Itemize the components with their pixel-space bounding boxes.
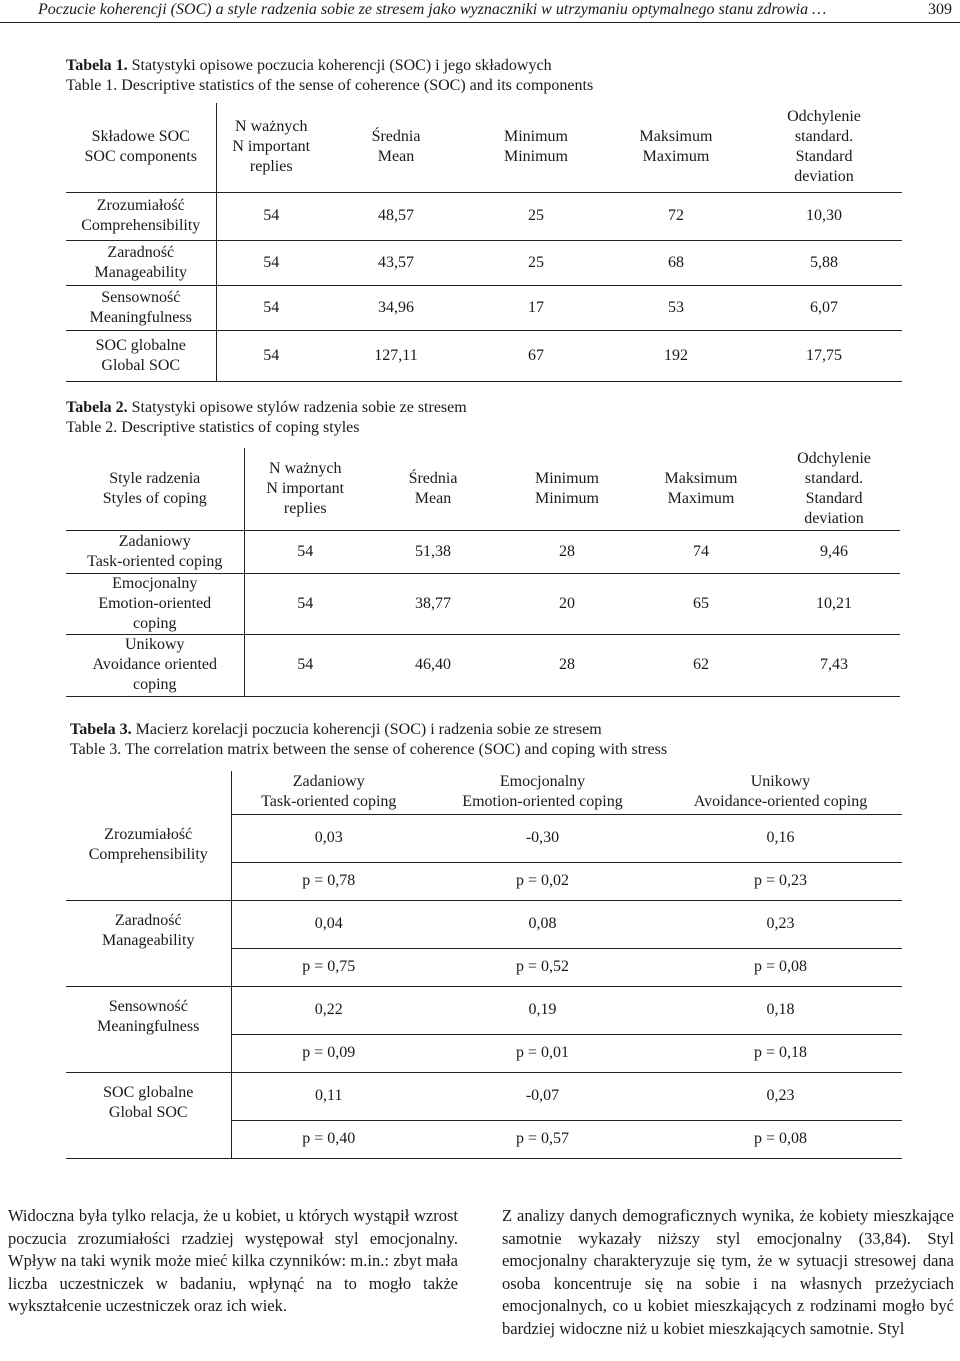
row-label-line: Unikowy [124,636,185,653]
table1-header-cell-line: N important [232,138,311,156]
row-label-line: coping [132,614,177,632]
correlation-cell: 0,04 [231,900,426,948]
row-label-line: Sensowność [108,998,188,1015]
table1-header-cell-line: Minimum [503,148,568,166]
table-cell: 9,46 [768,530,900,573]
table3-header-cell [659,771,902,814]
table2-caption-en: Table 2. Descriptive statistics of coping styles [66,419,360,436]
table-cell: 54 [244,634,366,696]
correlation-cell: -0,30 [426,814,659,862]
p-value-cell: p = 0,08 [659,948,902,986]
table3 [66,771,902,1159]
table2-header-cell-line: N ważnych [269,459,342,477]
table1-header-cell [606,103,746,192]
row-label-line: Comprehensibility [88,845,208,863]
table-cell: 53 [606,285,746,330]
table3-corner-cell [66,771,231,814]
p-value-cell: p = 0,78 [231,862,426,900]
table-cell: 10,21 [768,573,900,634]
table2-header-cell-line: Minimum [534,469,599,487]
p-value-cell: p = 0,08 [659,1120,902,1158]
table1-header-cell [66,103,216,192]
body-text-right: Z analizy danych demograficznych wynika, że kobiety mieszkające samotnie wykazały niższy styl emocjonalny (33,84). Styl emocjonalny charakteryzuje się tym, że w sytuacji stresowej dana osoba koncentruje się na sobie i na własnych przeżyciach emocjonalnych, co u kobiet mieszkających z rodzinami mogło być bardziej widoczne niż u kobiet mieszkających samotnie. Styl [502,1206,954,1338]
table-cell: 28 [500,634,634,696]
row-label-line: Zrozumiałość [96,197,185,214]
row-label-line: Global SOC [101,356,181,374]
row-label-line: Global SOC [108,1104,188,1121]
row-label-line: coping [132,676,177,693]
table2-header-cell [768,448,900,530]
table-cell: 25 [466,240,606,285]
table3-header-cell-line: Avoidance-oriented coping [693,793,868,811]
row-label-line: Zaradność [114,912,182,929]
table-cell: 74 [634,530,768,573]
table2-header-cell-line: Maximum [667,489,735,507]
table2-header-cell [66,448,244,530]
table1 [66,103,902,382]
table3-header-cell-line: Unikowy [750,773,811,791]
row-label [66,530,244,573]
correlation-cell: 0,08 [426,900,659,948]
body-text-left: Widoczna była tylko relacja, że u kobiet, u których wystąpił wzrost poczucia zrozumiałości rzadziej występował styl emocjonalny. Wpływ na taki wynik może mieć kilka czynników: m.in.: zbyt mała liczba uczestniczek w badaniu, wpłynąć na to mogło także wykształcenie uczestniczek oraz ich wiek. [8,1206,458,1316]
correlation-cell: 0,23 [659,900,902,948]
row-label-line: Zadaniowy [118,532,191,550]
row-label-line: Meaningfulness [97,1018,200,1035]
table-cell: 28 [500,530,634,573]
table2-header-cell [366,448,500,530]
table2-header-cell [244,448,366,530]
correlation-cell: 0,22 [231,986,426,1034]
row-label-line: SOC globalne [95,336,186,354]
table3-caption-en: Table 3. The correlation matrix between the sense of coherence (SOC) and coping with stress [70,741,668,758]
table-cell: 51,38 [366,530,500,573]
table-row [66,814,902,862]
p-value-cell: p = 0,18 [659,1034,902,1072]
row-label-line: SOC globalne [103,1084,194,1101]
table1-header-cell [326,103,466,192]
table-row [66,573,900,634]
table-cell: 67 [466,330,606,381]
table1-header-cell-line: Odchylenie [787,108,861,126]
running-header [0,0,960,23]
table1-header-cell-line: N ważnych [235,118,308,136]
p-value-cell: p = 0,75 [231,948,426,986]
correlation-cell: 0,18 [659,986,902,1034]
correlation-cell: 0,19 [426,986,659,1034]
table2-header-cell-line: deviation [804,509,864,527]
row-label [66,240,216,285]
table-cell: 127,11 [326,330,466,381]
p-value-cell: p = 0,01 [426,1034,659,1072]
table1-header-cell [466,103,606,192]
table-cell: 192 [606,330,746,381]
correlation-cell: 0,23 [659,1072,902,1120]
table-cell: 38,77 [366,573,500,634]
page-number: 309 [928,1,952,18]
table3-header-cell [231,771,426,814]
table-row [66,330,902,381]
table-cell: 54 [244,530,366,573]
table2-header-cell-line: Minimum [534,489,599,507]
row-label-line: Comprehensibility [81,217,201,234]
table3-header-cell-line: Zadaniowy [292,773,365,791]
row-label [66,192,216,240]
table2-header-cell [634,448,768,530]
row-label [66,285,216,330]
table-cell: 17,75 [746,330,902,381]
table2-header-row [66,448,900,530]
row-label-line: Manageability [94,263,187,281]
row-label-line: Meaningfulness [89,308,192,326]
table-row [66,530,900,573]
table-row [66,634,900,696]
row-label-line: Sensowność [101,288,181,306]
table-cell: 72 [606,192,746,240]
table-cell: 62 [634,634,768,696]
table-cell: 25 [466,192,606,240]
table2-header-cell-line: Maksimum [664,469,738,487]
table1-header-cell-line: Mean [377,148,415,166]
table2-header-cell-line: Odchylenie [797,449,871,467]
row-label-line: Manageability [102,932,195,949]
table3-header-cell-line: Emotion-oriented coping [462,793,623,811]
p-value-cell: p = 0,52 [426,948,659,986]
table-cell: 6,07 [746,285,902,330]
table1-caption-en: Table 1. Descriptive statistics of the sense of coherence (SOC) and its components [66,77,594,94]
table-cell: 10,30 [746,192,902,240]
table-cell: 46,40 [366,634,500,696]
correlation-cell: -0,07 [426,1072,659,1120]
table2-header-cell [500,448,634,530]
table-cell: 7,43 [768,634,900,696]
table-cell: 20 [500,573,634,634]
table3-header-row [66,771,902,814]
table1-header-cell-line: standard. [794,128,854,146]
row-label [66,1072,231,1158]
table-cell: 54 [216,240,326,285]
table1-header-cell [216,103,326,192]
table-cell: 48,57 [326,192,466,240]
table2-header-cell-line: Styles of coping [102,489,207,507]
row-label [66,900,231,986]
row-label-line: Avoidance oriented [92,656,218,673]
table-cell: 65 [634,573,768,634]
table2 [66,448,900,697]
table1-header-cell-line: SOC components [84,148,197,166]
table2-caption-pl: Tabela 2. Statystyki opisowe stylów radzenia sobie ze stresem [66,399,467,416]
correlation-cell: 0,16 [659,814,902,862]
table2-header-cell-line: Style radzenia [109,469,201,487]
table1-header-cell-line: Składowe SOC [91,128,190,146]
table2-header-cell-line: Standard [805,489,863,507]
table-cell: 54 [216,192,326,240]
table2-header-cell-line: Mean [414,489,452,507]
table-cell: 54 [216,330,326,381]
table1-header-cell-line: Maksimum [639,128,713,146]
table-cell: 54 [216,285,326,330]
table1-header-cell-line: Standard [795,148,853,166]
table1-header-cell-line: Minimum [503,128,568,146]
table-cell: 68 [606,240,746,285]
table-row [66,900,902,948]
running-header-title: Poczucie koherencji (SOC) a style radzenia sobie ze stresem jako wyznaczniki w utrzymaniu optymalnego stanu zdrowia … [38,1,827,18]
table3-header-cell [426,771,659,814]
row-label [66,330,216,381]
table-row [66,240,902,285]
table-row [66,285,902,330]
table2-header-cell-line: replies [283,499,327,517]
table-cell: 43,57 [326,240,466,285]
table2-header-cell-line: N important [266,479,345,497]
table-row [66,1072,902,1120]
table2-header-cell-line: Średnia [408,469,458,487]
correlation-cell: 0,11 [231,1072,426,1120]
table-cell: 54 [244,573,366,634]
p-value-cell: p = 0,09 [231,1034,426,1072]
table2-header-cell-line: standard. [804,469,864,487]
row-label [66,634,244,696]
table1-header-cell [746,103,902,192]
row-label-line: Emocjonalny [112,574,198,592]
row-label [66,986,231,1072]
row-label-line: Zrozumiałość [104,825,193,843]
row-label-line: Task-oriented coping [87,552,223,570]
row-label-line: Zaradność [107,243,175,261]
table3-header-cell-line: Emocjonalny [499,773,586,791]
table-row [66,986,902,1034]
p-value-cell: p = 0,02 [426,862,659,900]
correlation-cell: 0,03 [231,814,426,862]
p-value-cell: p = 0,40 [231,1120,426,1158]
table-cell: 34,96 [326,285,466,330]
table1-header-cell-line: deviation [794,168,854,186]
row-label [66,573,244,634]
p-value-cell: p = 0,23 [659,862,902,900]
table-cell: 17 [466,285,606,330]
table-row [66,192,902,240]
p-value-cell: p = 0,57 [426,1120,659,1158]
table1-caption-pl: Tabela 1. Statystyki opisowe poczucia koherencji (SOC) i jego składowych [66,57,552,74]
row-label-line: Emotion-oriented [98,594,212,612]
row-label [66,814,231,900]
table3-caption-pl: Tabela 3. Macierz korelacji poczucia koherencji (SOC) i radzenia sobie ze stresem [70,721,602,738]
table1-header-cell-line: Maximum [642,148,710,166]
table1-header-row [66,103,902,192]
table1-header-cell-line: replies [249,158,293,176]
table1-header-cell-line: Średnia [371,128,421,146]
table-cell: 5,88 [746,240,902,285]
table3-header-cell-line: Task-oriented coping [261,793,397,811]
